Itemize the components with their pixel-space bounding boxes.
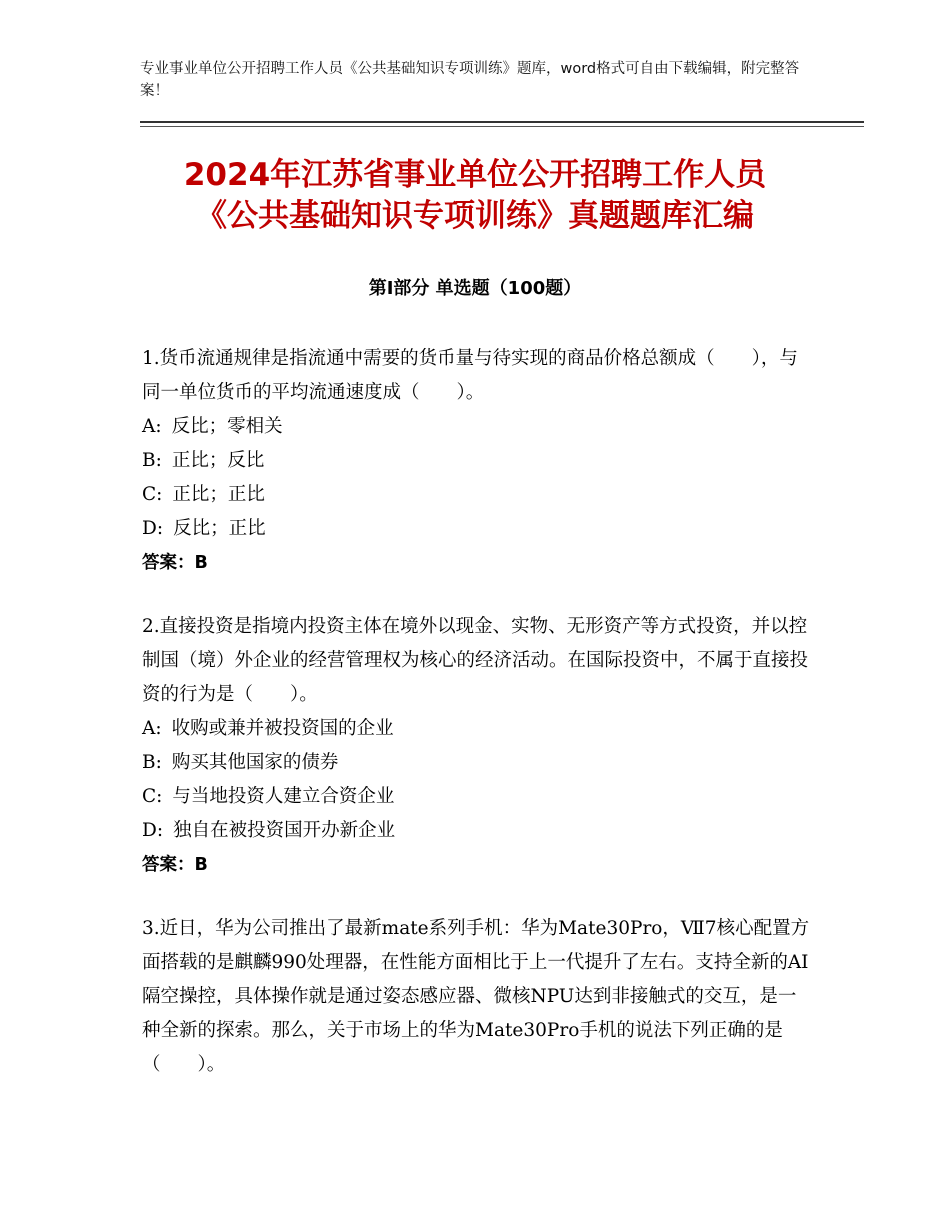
option-text: 收购或兼并被投资国的企业 — [171, 718, 394, 739]
option-text: 反比；零相关 — [171, 416, 283, 437]
question-1 — [142, 342, 812, 580]
question-list — [142, 342, 812, 1112]
title-line-2: 《公共基础知识专项训练》真题题库汇编 — [196, 198, 754, 234]
option-letter: D: — [142, 820, 164, 841]
option-text: 与当地投资人建立合资企业 — [172, 786, 395, 807]
option-letter: D: — [142, 518, 164, 539]
option-b — [142, 444, 812, 478]
option-text: 反比；正比 — [173, 518, 266, 539]
title-line-1: 2024年江苏省事业单位公开招聘工作人员 — [183, 157, 767, 193]
answer-line: 答案：B — [142, 855, 208, 875]
header-divider-thick — [140, 121, 864, 123]
option-letter: C: — [142, 786, 163, 807]
answer-line: 答案：B — [142, 553, 208, 573]
question-stem: 1.货币流通规律是指流通中需要的货币量与待实现的商品价格总额成（ ），与同一单位货币的平均流通速度成（ ）。 — [142, 348, 798, 403]
question-stem: 2.直接投资是指境内投资主体在境外以现金、实物、无形资产等方式投资，并以控制国（境）外企业的经营管理权为核心的经济活动。在国际投资中，不属于直接投资的行为是（ ）。 — [142, 616, 809, 705]
option-letter: B: — [142, 752, 162, 773]
option-d — [142, 512, 812, 546]
option-c — [142, 478, 812, 512]
option-d — [142, 814, 812, 848]
option-text: 购买其他国家的债券 — [171, 752, 339, 773]
section-title: 第Ⅰ部分 单选题（100题） — [368, 278, 582, 299]
header-note: 专业事业单位公开招聘工作人员《公共基础知识专项训练》题库，word格式可自由下载编辑，附完整答案！ — [140, 61, 800, 99]
question-2 — [142, 610, 812, 882]
option-letter: A: — [142, 718, 162, 739]
option-a — [142, 410, 812, 444]
option-text: 正比；反比 — [171, 450, 265, 471]
option-b — [142, 746, 812, 780]
question-stem: 3.近日，华为公司推出了最新mate系列手机：华为Mate30Pro，Ⅶ7核心配置方面搭载的是麒麟990处理器，在性能方面相比于上一代提升了左右。支持全新的AI隔空操控，具体操作就是通过姿态感应器、微核NPU达到非接触式的交互，是一种全新的探索。那么，关于市场上的华为Mate30Pro手机的说法下列正确的是（ ）。 — [142, 918, 810, 1075]
header-divider-thin — [140, 126, 864, 127]
option-text: 正比；正比 — [172, 484, 265, 505]
option-letter: A: — [142, 416, 162, 437]
document-title — [60, 155, 890, 237]
option-letter: C: — [142, 484, 163, 505]
option-letter: B: — [142, 450, 162, 471]
option-a — [142, 712, 812, 746]
option-c — [142, 780, 812, 814]
question-3 — [142, 912, 812, 1082]
option-text: 独自在被投资国开办新企业 — [173, 820, 396, 841]
